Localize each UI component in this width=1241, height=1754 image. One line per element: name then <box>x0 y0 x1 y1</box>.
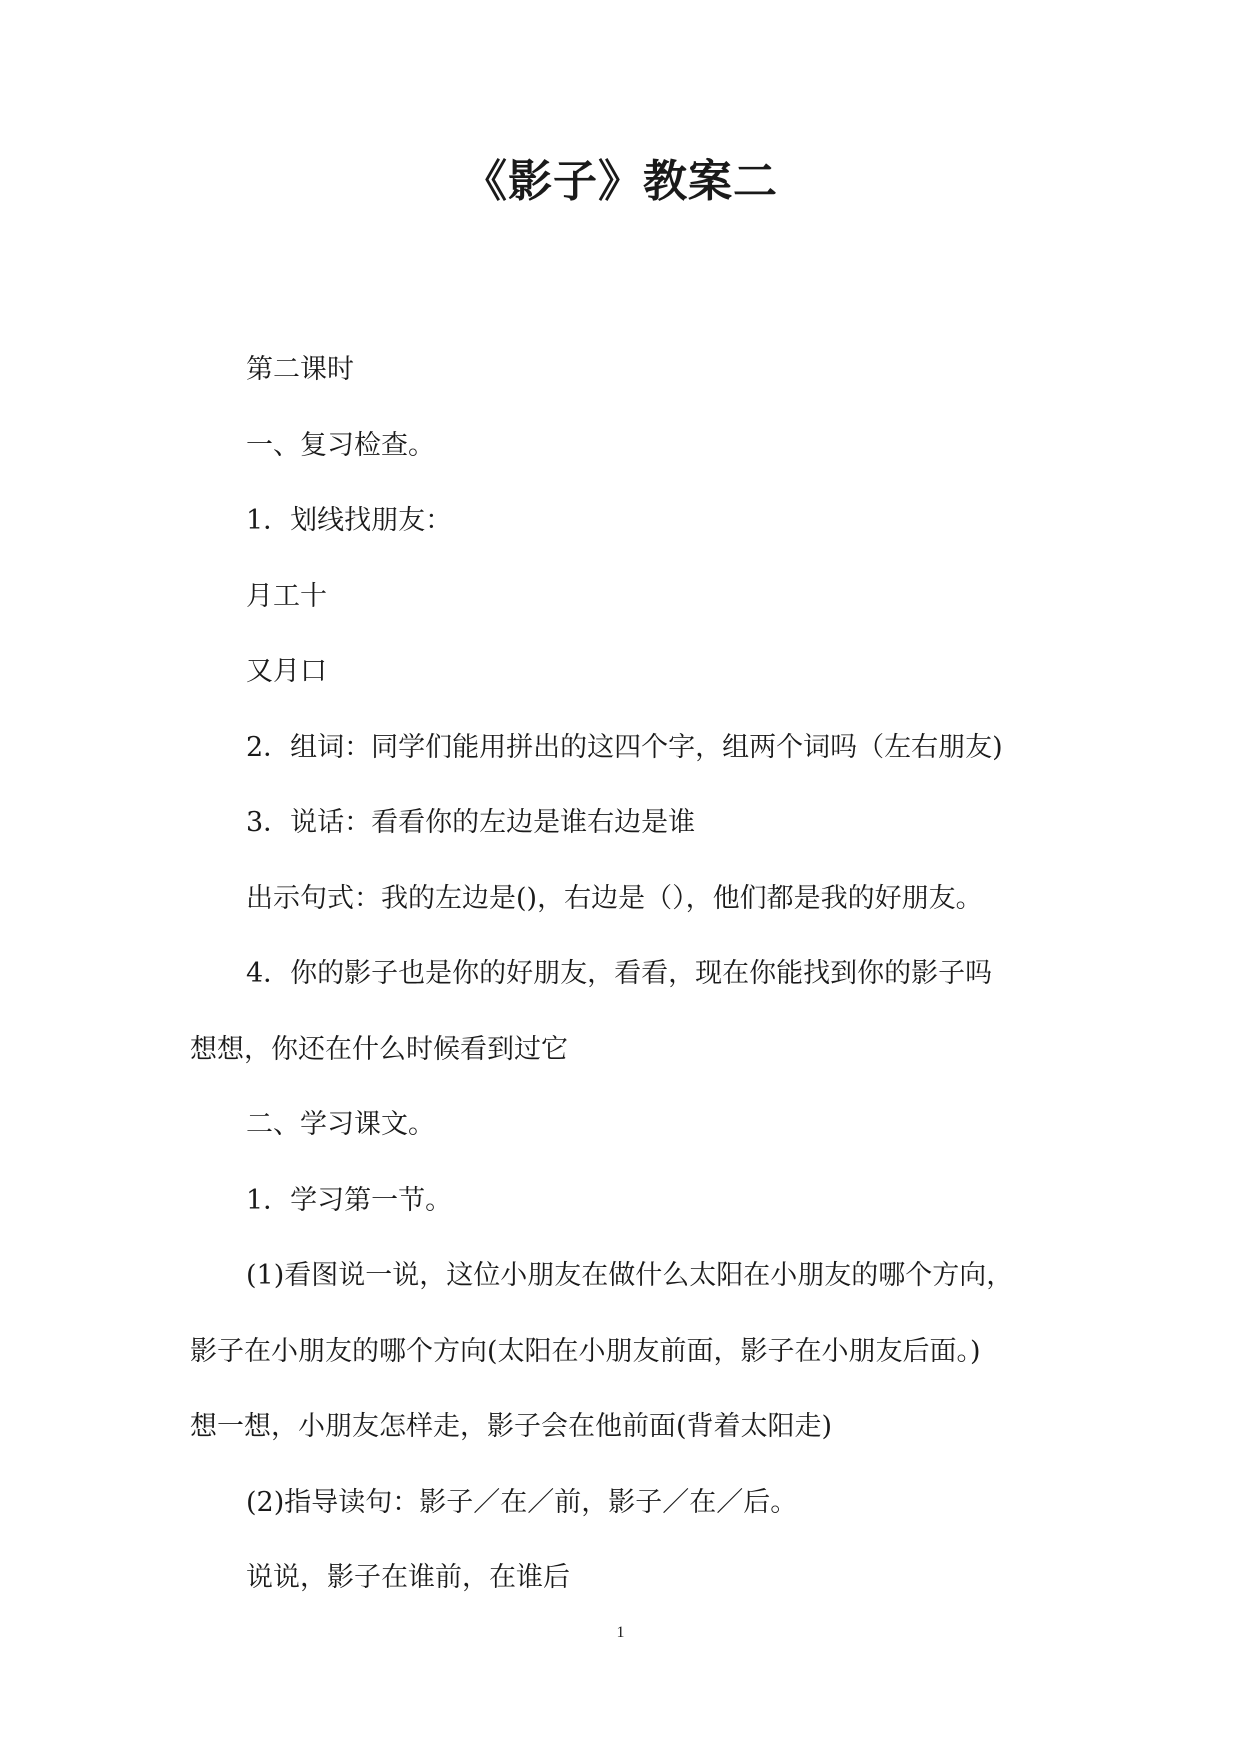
paragraph-study-step-1-think: 想一想，小朋友怎样走，影子会在他前面(背着太阳走) <box>190 1411 833 1442</box>
paragraph-section-review: 一、复习检查。 <box>246 429 435 461</box>
paragraph-item-1: 1．划线找朋友： <box>246 505 453 536</box>
paragraph-study-step-2-discuss: 说说，影子在谁前，在谁后 <box>246 1562 570 1593</box>
paragraph-characters-row-2: 又月口 <box>246 656 327 687</box>
paragraph-item-3: 3．说话：看看你的左边是谁右边是谁 <box>246 807 696 838</box>
paragraph-study-item-1: 1．学习第一节。 <box>246 1184 453 1216</box>
paragraph-sentence-pattern: 出示句式：我的左边是()，右边是（），他们都是我的好朋友。 <box>246 882 983 914</box>
paragraph-item-4-continued: 想想，你还在什么时候看到过它 <box>190 1033 568 1065</box>
paragraph-study-step-1-continued: 影子在小朋友的哪个方向(太阳在小朋友前面，影子在小朋友后面。) <box>190 1335 981 1367</box>
paragraph-study-step-1: (1)看图说一说，这位小朋友在做什么太阳在小朋友的哪个方向， <box>246 1260 1014 1291</box>
paragraph-characters-row-1: 月工十 <box>246 580 327 612</box>
paragraph-section-study: 二、学习课文。 <box>246 1109 435 1140</box>
paragraph-lesson-period: 第二课时 <box>246 354 354 385</box>
page-number: 1 <box>616 1624 625 1641</box>
document-title: 《影子》教案二 <box>463 156 778 207</box>
paragraph-item-2: 2．组词：同学们能用拼出的这四个字，组两个词吗（左右朋友) <box>246 731 1003 763</box>
paragraph-item-4: 4．你的影子也是你的好朋友，看看，现在你能找到你的影子吗 <box>246 958 993 989</box>
document-body <box>190 332 1060 1616</box>
paragraph-study-step-2: (2)指导读句：影子／在／前，影子／在／后。 <box>246 1486 798 1518</box>
